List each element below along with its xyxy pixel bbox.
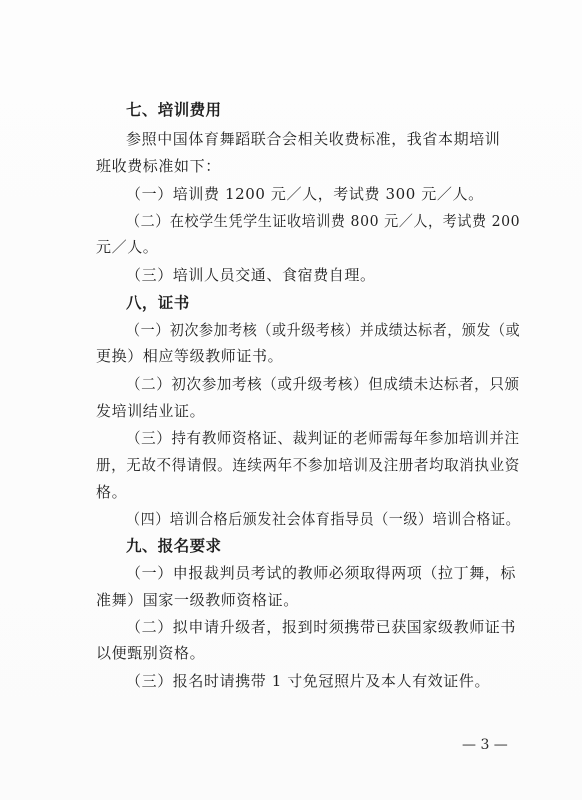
paragraph-line: 册，无故不得请假。连续两年不参加培训及注册者均取消执业资 bbox=[96, 456, 520, 474]
paragraph-line: （三）持有教师资格证、裁判证的老师需每年参加培训并注 bbox=[126, 429, 520, 447]
paragraph-line: （一）初次参加考核（或升级考核）并成绩达标者，颁发（或 bbox=[126, 321, 521, 339]
paragraph-line: 更换）相应等级教师证书。 bbox=[96, 347, 284, 365]
paragraph-line: 发培训结业证。 bbox=[96, 402, 206, 420]
paragraph-line: （三）培训人员交通、食宿费自理。 bbox=[126, 266, 376, 284]
paragraph-line: （一）申报裁判员考试的教师必须取得两项（拉丁舞，标 bbox=[126, 564, 517, 582]
section-heading-registration: 九、报名要求 bbox=[126, 537, 222, 555]
paragraph-line: （三）报名时请携带 1 寸免冠照片及本人有效证件。 bbox=[126, 672, 491, 690]
section-heading-certificate: 八，证书 bbox=[126, 294, 190, 312]
paragraph-line: （二）在校学生凭学生证收培训费 800 元／人，考试费 200 bbox=[126, 212, 521, 230]
paragraph-line: （四）培训合格后颁发社会体育指导员（一级）培训合格证。 bbox=[126, 510, 521, 528]
paragraph-line: 班收费标准如下： bbox=[96, 157, 221, 175]
paragraph-line: 格。 bbox=[96, 483, 128, 501]
paragraph-line: 参照中国体育舞蹈联合会相关收费标准，我省本期培训 bbox=[126, 130, 501, 148]
paragraph-line: 元／人。 bbox=[96, 238, 159, 256]
paragraph-line: （二）拟申请升级者，报到时须携带已获国家级教师证书 bbox=[126, 618, 517, 636]
page-number: — 3 — bbox=[462, 737, 508, 753]
section-heading-fees: 七、培训费用 bbox=[126, 101, 222, 119]
paragraph-line: 以便甄别资格。 bbox=[96, 644, 206, 662]
paragraph-line: （一）培训费 1200 元／人，考试费 300 元／人。 bbox=[126, 185, 484, 203]
paragraph-line: 准舞）国家一级教师资格证。 bbox=[96, 591, 299, 609]
paragraph-line: （二）初次参加考核（或升级考核）但成绩未达标者，只颁 bbox=[126, 375, 520, 393]
